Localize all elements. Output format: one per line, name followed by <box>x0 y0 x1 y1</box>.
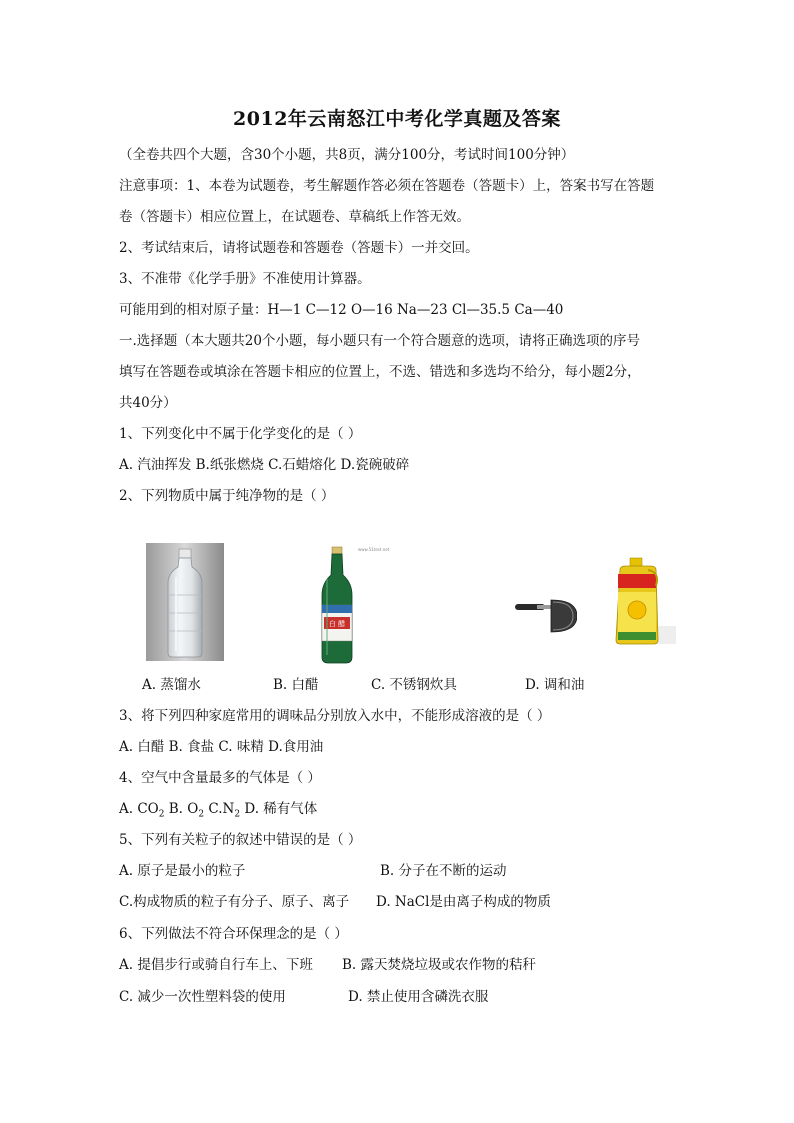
question-3-options: A. 白醋 B. 食盐 C. 味精 D.食用油 <box>119 739 324 755</box>
watermark-text: www.51test.net <box>358 547 390 552</box>
question-6-option-b: B. 露天焚烧垃圾或农作物的秸秆 <box>342 957 537 973</box>
question-6-option-a: A. 提倡步行或骑自行车上、下班 <box>119 957 313 973</box>
question-4-options <box>119 800 317 824</box>
question-2-stem: 2、下列物质中属于纯净物的是（ ） <box>119 488 335 504</box>
question-3-stem: 3、将下列四种家庭常用的调味品分别放入水中，不能形成溶液的是（ ） <box>119 708 551 724</box>
question-6-option-d: D. 禁止使用含磷洗衣服 <box>348 989 489 1005</box>
notice-item-2: 2、考试结束后，请将试题卷和答题卷（答题卡）一并交回。 <box>119 240 479 256</box>
question-6-option-c: C. 减少一次性塑料袋的使用 <box>119 989 286 1005</box>
subscript: 2 <box>234 809 241 820</box>
section-1-line-2: 填写在答题卷或填涂在答题卡相应的位置上，不选、错选和多选均不给分，每小题2分， <box>119 364 641 380</box>
bottle-label-text: 白 醋 <box>328 620 346 628</box>
question-4-option-b: B. O <box>164 801 199 817</box>
subscript: 2 <box>158 809 165 820</box>
question-4-option-c: C.N <box>204 801 235 817</box>
question-2-option-a: A. 蒸馏水 <box>142 677 201 693</box>
question-5-option-c: C.构成物质的粒子有分子、原子、离子 <box>119 894 350 910</box>
exam-intro: （全卷共四个大题，含30个小题，共8页，满分100分，考试时间100分钟） <box>119 147 575 163</box>
question-2-option-d: D. 调和油 <box>525 677 585 693</box>
blended-oil-bottle-image <box>612 556 676 646</box>
question-2-option-b: B. 白醋 <box>273 677 319 693</box>
section-1-line-1: 一.选择题（本大题共20个小题，每小题只有一个符合题意的选项，请将正确选项的序号 <box>119 333 640 349</box>
section-1-line-3: 共40分） <box>119 395 177 411</box>
page-title: 2012年云南怒江中考化学真题及答案 <box>233 108 561 130</box>
subscript: 2 <box>198 809 205 820</box>
atomic-masses: 可能用到的相对原子量：H—1 C—12 O—16 Na—23 Cl—35.5 Ca—40 <box>119 302 564 318</box>
question-4-option-d: D. 稀有气体 <box>240 801 318 817</box>
question-1-stem: 1、下列变化中不属于化学变化的是（ ） <box>119 426 362 442</box>
question-5-stem: 5、下列有关粒子的叙述中错误的是（ ） <box>119 832 362 848</box>
distilled-water-bottle-image <box>146 543 224 661</box>
question-6-stem: 6、下列做法不符合环保理念的是（ ） <box>119 926 348 942</box>
white-vinegar-bottle-image <box>318 545 396 667</box>
notice-item-3: 3、不准带《化学手册》不准使用计算器。 <box>119 271 371 287</box>
notice-line-1: 注意事项：1、本卷为试题卷，考生解题作答必须在答题卷（答题卡）上，答案书写在答题 <box>119 178 655 194</box>
question-2-option-c: C. 不锈钢炊具 <box>371 677 457 693</box>
question-4-option-a: A. CO <box>119 801 159 817</box>
question-5-option-b: B. 分子在不断的运动 <box>380 863 507 879</box>
notice-line-2: 卷（答题卡）相应位置上，在试题卷、草稿纸上作答无效。 <box>119 209 470 225</box>
question-5-option-d: D. NaCl是由离子构成的物质 <box>376 894 551 910</box>
stainless-steel-pan-image <box>515 596 577 636</box>
question-1-options: A. 汽油挥发 B.纸张燃烧 C.石蜡熔化 D.瓷碗破碎 <box>119 457 410 473</box>
question-4-stem: 4、空气中含量最多的气体是（ ） <box>119 770 321 786</box>
question-5-option-a: A. 原子是最小的粒子 <box>119 863 246 879</box>
